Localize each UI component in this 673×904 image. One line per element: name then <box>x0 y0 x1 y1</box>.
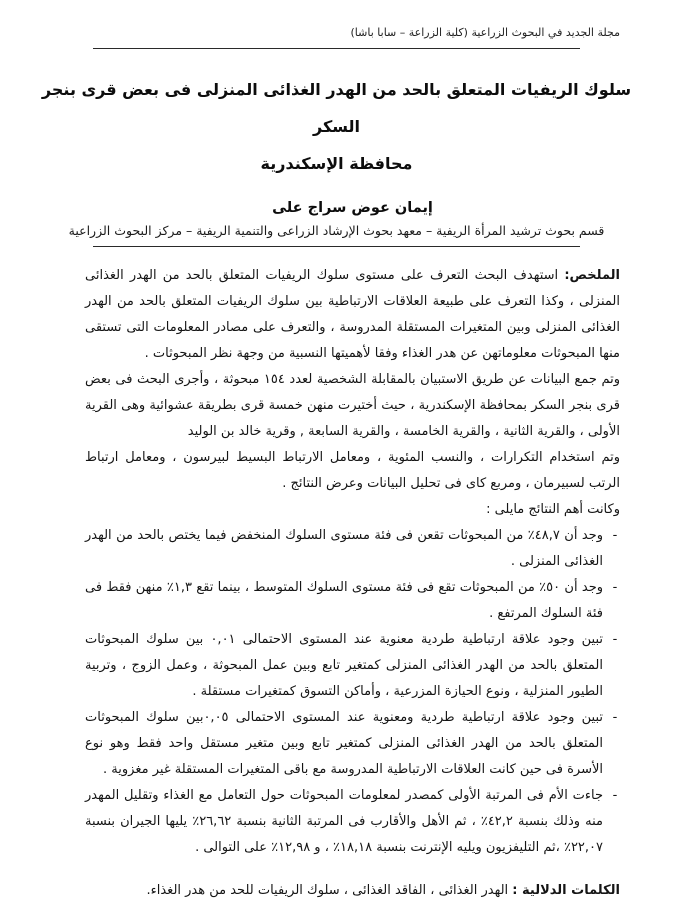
abstract-label: الملخص: <box>564 268 620 283</box>
abstract-paragraph-3: وتم استخدام التكرارات ، والنسب المئوية ، ومعامل الارتباط البسيط لبيرسون ، ومعامل ارتباط الرتب لسبيرمان ، ومربع كاى فى تحليل البيانات وعرض النتائج . <box>85 450 620 491</box>
finding-text: جاءت الأم فى المرتبة الأولى كمصدر لمعلومات المبحوثات حول التعامل مع الغذاء وتقليل المهدر منه وذلك بنسبة ٤٢,٢٪ ، ثم الأهل والأقارب فى المرتبة الثانية بنسبة ٢٦,٦٢٪ يليها الجيران بنسبة ٢٢,٠٧٪ ،ثم التليفزيون ويليه الإنترنت بنسبة ١٨,١٨٪ ، و ١٢,٩٨٪ على التوالى . <box>85 788 603 855</box>
abstract-paragraph-2: وتم جمع البيانات عن طريق الاستبيان بالمقابلة الشخصية لعدد ١٥٤ مبحوثة ، وأجرى البحث فى بعض قرى بنجر السكر بمحافظة الإسكندرية ، حيث أختيرت منهن خمسة قرى بطريقة عشوائية وهى القرية الأولى ، والقرية الثانية ، والقرية الخامسة ، والقرية السابعة , وقرية خالد بن الوليد <box>85 372 620 439</box>
bullet-dash: - <box>612 632 618 647</box>
finding-item <box>85 627 620 705</box>
abstract-section <box>85 263 620 904</box>
keywords-label: الكلمات الدلالية : <box>512 883 620 898</box>
paper-title-line2: محافظة الإسكندرية <box>260 154 413 173</box>
keywords-line <box>85 878 620 904</box>
journal-header: مجلة الجديد في البحوث الزراعية (كلية الزراعة – سابا باشا) <box>350 26 620 39</box>
finding-text: تبين وجود علاقة ارتباطية طردية معنوية عند المستوى الاحتمالى ٠,٠١ بين سلوك المبحوثات المتعلق بالحد من الهدر الغذائى المنزلى كمتغير تابع وبين عمل المبحوثة ، وعمل الزوج ، وتربية الطيور المنزلية ، ونوع الحيازة المزرعية ، وأماكن التسوق كمتغيرات مستقلة . <box>85 632 603 699</box>
finding-text: وجد أن ٥٠٪ من المبحوثات تقع فى فئة مستوى السلوك المتوسط ، بينما تقع ١,٣٪ منهن فقط فى فئة السلوك المرتفع . <box>85 580 604 621</box>
finding-item <box>85 783 620 861</box>
bullet-dash: - <box>612 710 618 725</box>
finding-text: وجد أن ٤٨,٧٪ من المبحوثات تقعن فى فئة مستوى السلوك المنخفض فيما يختص بالحد من الهدر الغذائى المنزلى . <box>85 528 603 569</box>
document-page <box>0 26 673 898</box>
affiliation-rule <box>93 246 580 247</box>
findings-list <box>85 523 620 861</box>
paper-title-line1: سلوك الريفيات المتعلق بالحد من الهدر الغذائى المنزلى فى بعض قرى بنجر السكر <box>41 80 632 136</box>
author-name: إيمان عوض سراج على <box>272 200 433 216</box>
bullet-dash: - <box>612 788 618 803</box>
finding-item <box>85 523 620 575</box>
author-affiliation: قسم بحوث ترشيد المرأة الريفية – معهد بحوث الإرشاد الزراعى والتنمية الريفية – مركز البحوث الزراعية <box>68 223 605 238</box>
abstract-paragraph-1 <box>85 263 620 367</box>
finding-text: تبين وجود علاقة ارتباطية طردية ومعنوية عند المستوى الاحتمالى ٠,٠٥بين سلوك المبحوثات المتعلق بالحد من الهدر الغذائى المنزلى كمتغير تابع وبين متغير مستقل واحد فقط وهو نوع الأسرة فى حين كانت العلاقات الارتباطية المدروسة مع باقى المتغيرات المستقلة غير مغزوية . <box>85 710 603 777</box>
abstract-paragraph-1-text: استهدف البحث التعرف على مستوى سلوك الريفيات المتعلق بالحد من الهدر الغذائى المنزلى ، وكذا التعرف على طبيعة العلاقات الارتباطية بين سلوك الريفيات المتعلق بالحد من الهدر الغذائى المنزلى وبين المتغيرات المستقلة المدروسة ، والتعرف على مصادر المعلومات التى تستقى منها المبحوثات معلوماتهن عن هدر الغذاء وفقا لأهميتها النسبية من وجهة نظر المبحوثات . <box>85 268 620 361</box>
finding-item <box>85 575 620 627</box>
paper-title <box>32 71 641 182</box>
bullet-dash: - <box>612 580 618 595</box>
finding-item <box>85 705 620 783</box>
bullet-dash: - <box>612 528 618 543</box>
findings-intro: وكانت أهم النتائج مايلى : <box>486 502 620 517</box>
header-rule <box>93 48 580 49</box>
keywords-text: الهدر الغذائى ، الفاقد الغذائى ، سلوك الريفيات للحد من هدر الغذاء. <box>146 883 509 898</box>
